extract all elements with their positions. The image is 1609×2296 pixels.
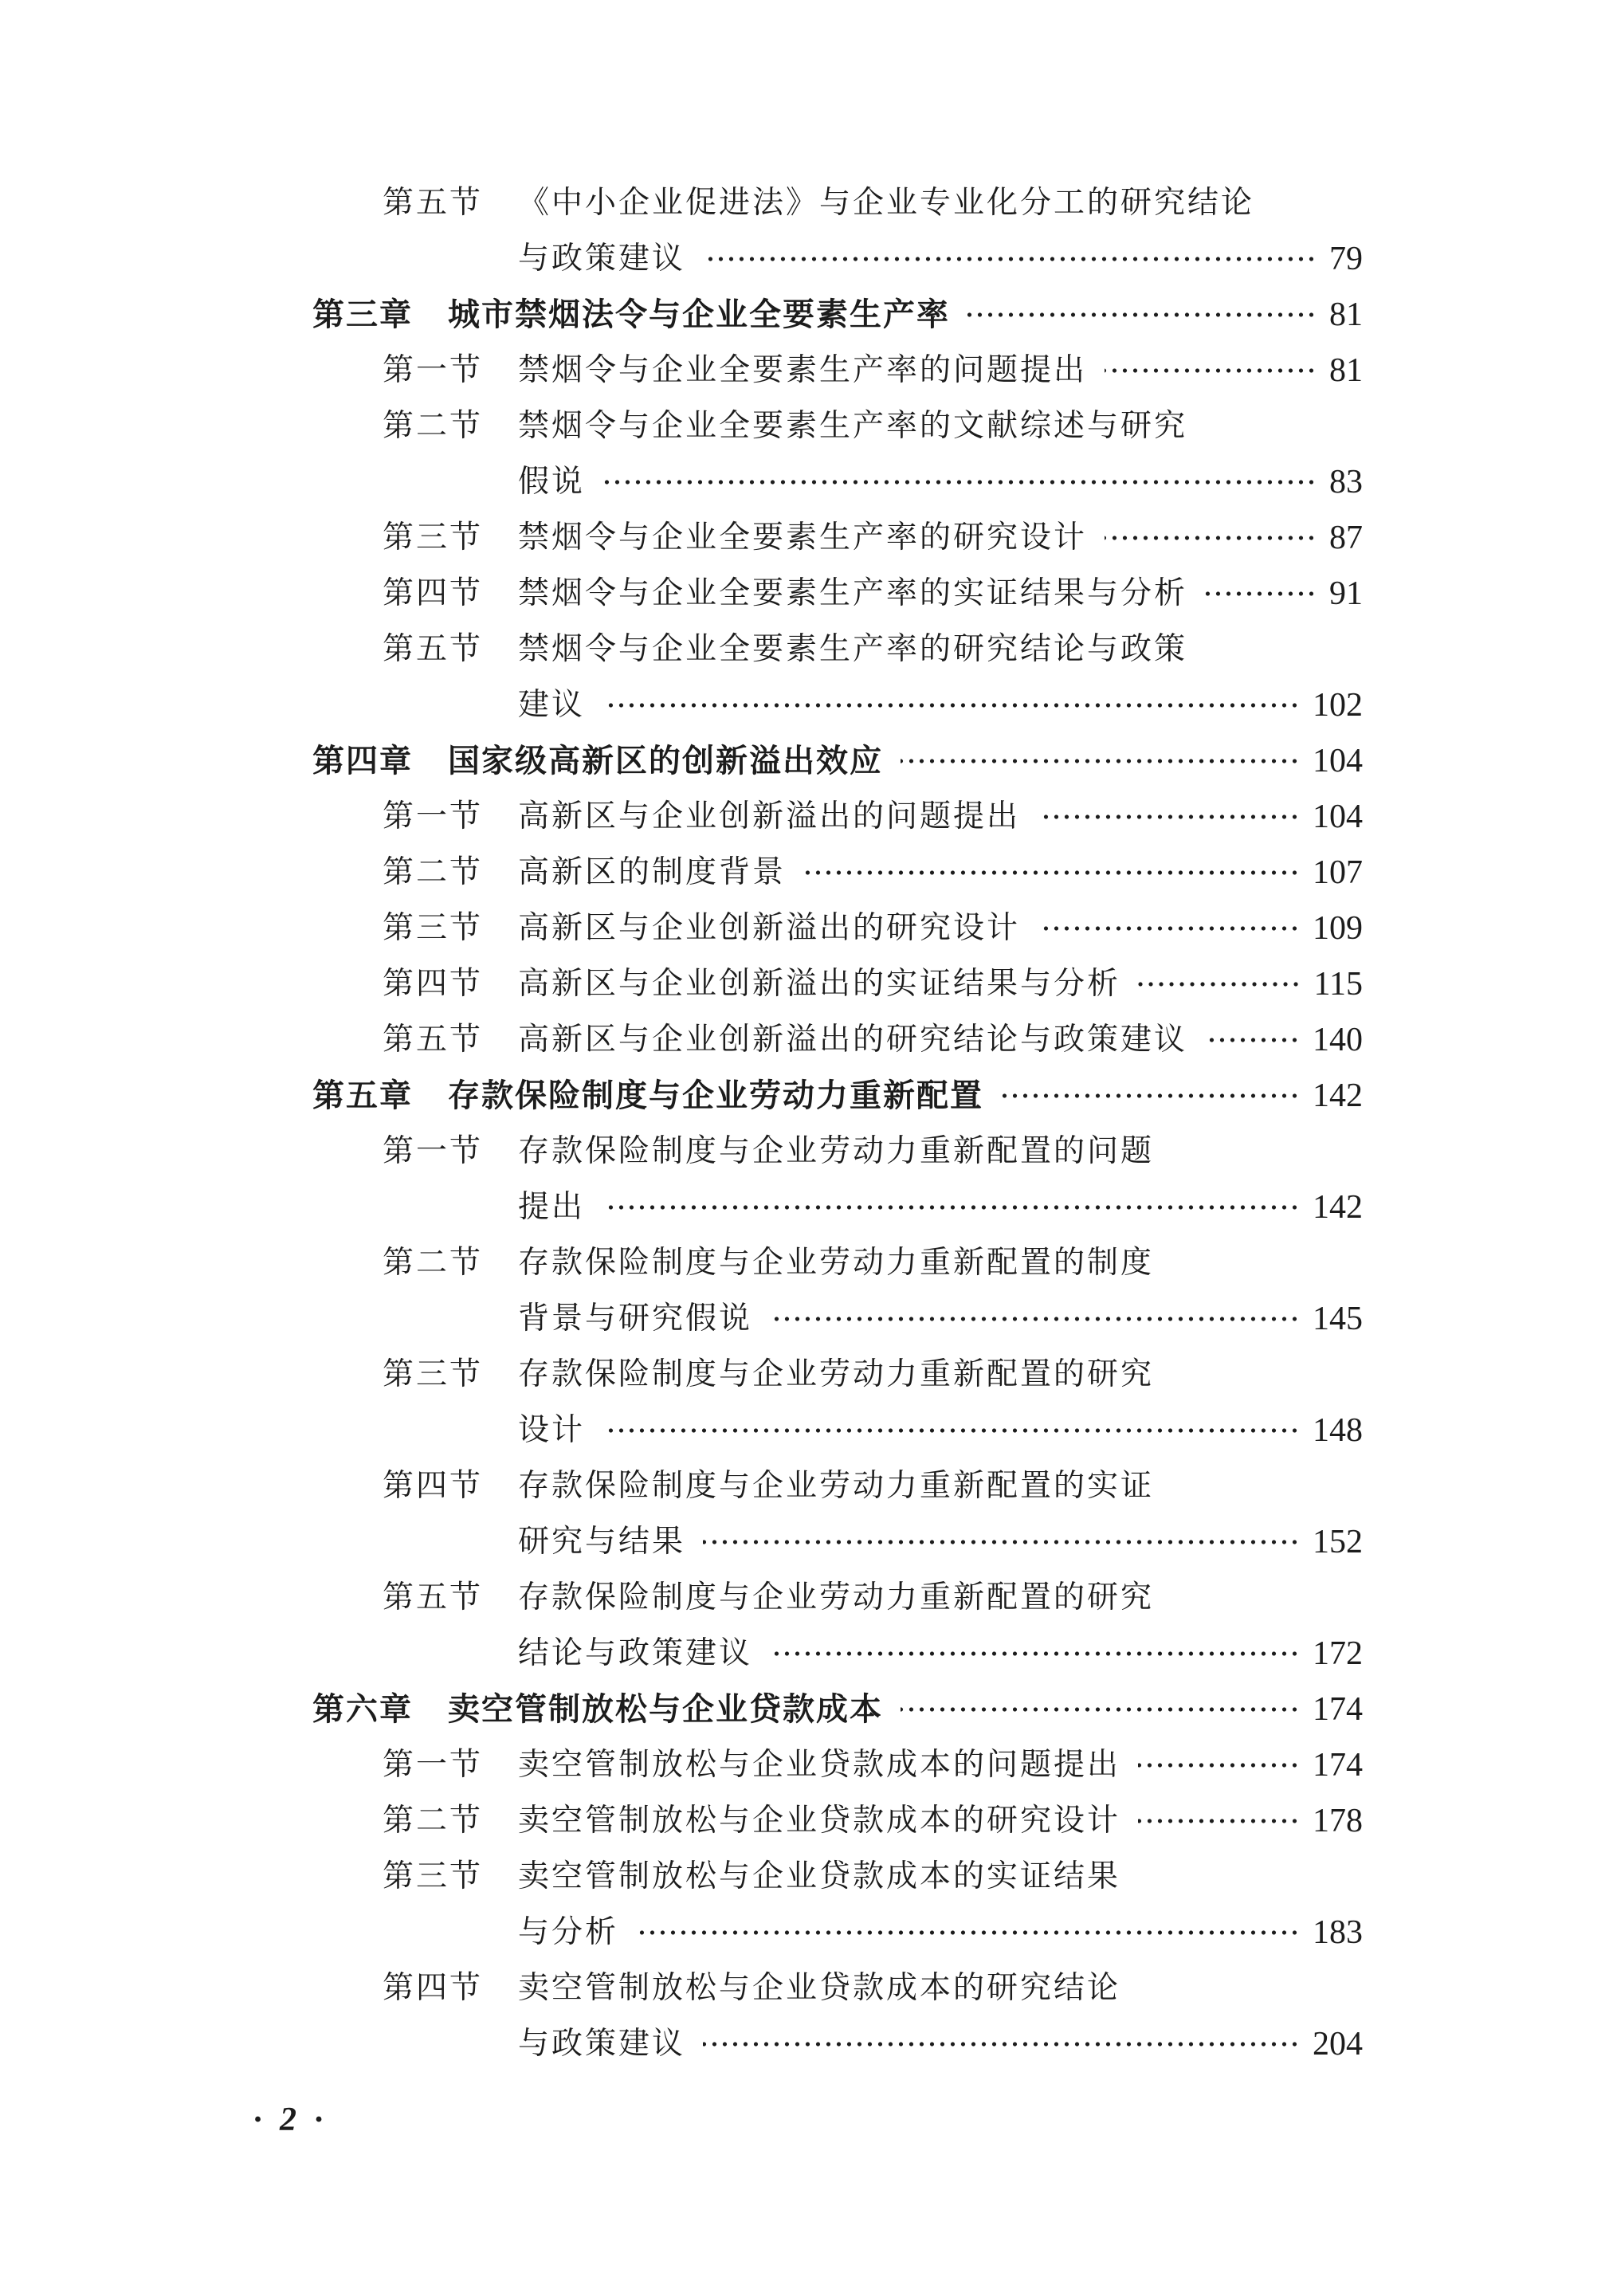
toc-entry-continuation-text: 结论与政策建议 — [518, 1635, 753, 1671]
toc-entry-title: 存款保险制度与企业劳动力重新配置的研究 — [518, 1580, 1155, 1615]
toc-entry-title: 禁烟令与企业全要素生产率的研究设计 — [518, 520, 1088, 555]
toc-entry-continuation-text: 研究与结果 — [518, 1524, 686, 1560]
toc-entry-title: 高新区与企业创新溢出的研究设计 — [518, 910, 1021, 946]
toc-entry-page: 183 — [1313, 1914, 1363, 1951]
toc-entry-line — [383, 343, 1363, 398]
toc-entry-label: 第一节 — [383, 352, 484, 388]
toc-chapter-line — [312, 1682, 1363, 1737]
toc-entry-title: 禁烟令与企业全要素生产率的研究结论与政策 — [518, 631, 1188, 667]
toc-entry-label: 第四节 — [383, 1970, 484, 2006]
dot-leader — [803, 845, 1300, 901]
dot-leader — [703, 231, 1317, 287]
toc-entry-label: 第四节 — [383, 575, 484, 611]
toc-entry-page: 87 — [1329, 520, 1363, 556]
toc-entry-page: 142 — [1313, 1189, 1363, 1226]
toc-entry-label: 第五节 — [383, 631, 484, 667]
toc-entry-title-line — [383, 1849, 1363, 1905]
toc-entry-label: 第四节 — [383, 966, 484, 1002]
toc-entry-continuation-text: 假说 — [518, 464, 586, 500]
toc-entry-continuation-line — [518, 1514, 1363, 1570]
toc-entry — [383, 845, 1363, 901]
toc-entry-continuation — [518, 1291, 1363, 1347]
toc-entry — [383, 1347, 1363, 1403]
toc-entry — [383, 398, 1363, 454]
toc-entry-continuation-text: 提出 — [518, 1189, 586, 1225]
toc-entry-page: 174 — [1313, 1747, 1363, 1784]
toc-entry — [383, 1849, 1363, 1905]
dot-leader — [1138, 1793, 1300, 1849]
dot-leader — [967, 287, 1317, 343]
toc-chapter-title: 国家级高新区的创新溢出效应 — [448, 743, 883, 779]
toc-entry-continuation — [518, 1626, 1363, 1682]
toc-entry-page: 81 — [1329, 352, 1363, 389]
toc-entry-label: 第一节 — [383, 1133, 484, 1169]
toc-entry-continuation — [518, 1179, 1363, 1235]
toc-chapter — [312, 287, 1363, 343]
toc-entry-continuation-text: 与分析 — [518, 1914, 619, 1950]
toc-entry — [383, 956, 1363, 1012]
toc-entry-continuation — [518, 677, 1363, 733]
toc-entry-label: 第一节 — [383, 1747, 484, 1783]
toc-entry-label: 第五节 — [383, 185, 484, 221]
toc-entry-label: 第二节 — [383, 1245, 484, 1281]
toc-chapter-title: 存款保险制度与企业劳动力重新配置 — [448, 1077, 983, 1114]
dot-leader — [602, 677, 1300, 733]
toc-entry-title-line — [383, 1347, 1363, 1403]
toc-entry-page: 172 — [1313, 1635, 1363, 1672]
toc-entry — [383, 1570, 1363, 1626]
toc-entry — [383, 510, 1363, 566]
dot-leader — [1038, 789, 1300, 845]
toc-entry-title: 存款保险制度与企业劳动力重新配置的问题 — [518, 1133, 1155, 1169]
toc-entry-page: 109 — [1313, 910, 1363, 947]
toc-entry-title: 《中小企业促进法》与企业专业化分工的研究结论 — [518, 185, 1255, 221]
toc-entry-page: 104 — [1313, 799, 1363, 835]
toc-entry-title: 禁烟令与企业全要素生产率的文献综述与研究 — [518, 408, 1188, 444]
toc-entry-line — [383, 1793, 1363, 1849]
toc-entry-line — [383, 566, 1363, 622]
toc-chapter-title: 卖空管制放松与企业贷款成本 — [448, 1691, 883, 1728]
toc-entry-page: 204 — [1313, 2026, 1363, 2062]
toc-entry — [383, 901, 1363, 956]
toc-entry-page: 83 — [1329, 464, 1363, 500]
toc-entry-title: 卖空管制放松与企业贷款成本的问题提出 — [518, 1747, 1121, 1783]
toc-entry-title: 卖空管制放松与企业贷款成本的研究设计 — [518, 1803, 1121, 1839]
toc-entry-continuation-line — [518, 1179, 1363, 1235]
toc-entry-continuation — [518, 1403, 1363, 1458]
toc-entry-label: 第三节 — [383, 910, 484, 946]
toc-entry-title-line — [383, 1960, 1363, 2016]
toc-entry-line — [383, 845, 1363, 901]
toc-entry-line — [383, 1737, 1363, 1793]
toc-chapter-page: 81 — [1329, 296, 1363, 333]
toc-entry-continuation-text: 与政策建议 — [518, 2026, 686, 2062]
toc-entry — [383, 1235, 1363, 1291]
dot-leader — [1205, 1012, 1300, 1068]
toc-entry-title: 高新区与企业创新溢出的研究结论与政策建议 — [518, 1022, 1188, 1058]
toc-chapter-title: 城市禁烟法令与企业全要素生产率 — [448, 296, 950, 333]
toc-entry — [383, 1793, 1363, 1849]
dot-leader — [602, 1179, 1300, 1235]
toc-entry-title-line — [383, 175, 1363, 231]
dot-leader — [1038, 901, 1300, 956]
dot-leader — [703, 1514, 1300, 1570]
toc-entry-label: 第二节 — [383, 1803, 484, 1839]
toc-entry-continuation — [518, 1514, 1363, 1570]
toc-entry — [383, 1124, 1363, 1179]
toc-chapter-page: 142 — [1313, 1077, 1363, 1114]
toc-entry-label: 第二节 — [383, 408, 484, 444]
toc-entry-title: 高新区与企业创新溢出的问题提出 — [518, 799, 1021, 834]
toc-entry-page: 107 — [1313, 854, 1363, 891]
toc-entry-line — [383, 956, 1363, 1012]
toc-chapter-page: 104 — [1313, 743, 1363, 779]
dot-leader — [1138, 956, 1301, 1012]
toc-entry-title: 存款保险制度与企业劳动力重新配置的实证 — [518, 1468, 1155, 1504]
dot-leader — [901, 733, 1300, 789]
toc-entry-continuation-line — [518, 1403, 1363, 1458]
toc-entry-label: 第五节 — [383, 1022, 484, 1058]
toc-entry-continuation-text: 背景与研究假说 — [518, 1301, 753, 1336]
toc-entry-page: 148 — [1313, 1412, 1363, 1449]
toc-entry-title: 存款保险制度与企业劳动力重新配置的制度 — [518, 1245, 1155, 1281]
toc-entry — [383, 1737, 1363, 1793]
toc-entry-label: 第三节 — [383, 1356, 484, 1392]
toc-entry — [383, 789, 1363, 845]
toc-entry-label: 第四节 — [383, 1468, 484, 1504]
toc-chapter-label: 第六章 — [312, 1691, 413, 1728]
toc-entry-title-line — [383, 398, 1363, 454]
toc-entry-title: 禁烟令与企业全要素生产率的问题提出 — [518, 352, 1088, 388]
toc-entry-title: 存款保险制度与企业劳动力重新配置的研究 — [518, 1356, 1155, 1392]
dot-leader — [770, 1626, 1300, 1682]
toc-entry-continuation-text: 与政策建议 — [518, 241, 686, 277]
toc-chapter-label: 第五章 — [312, 1077, 413, 1114]
toc-entry-title: 禁烟令与企业全要素生产率的实证结果与分析 — [518, 575, 1188, 611]
toc-entry-continuation-line — [518, 677, 1363, 733]
toc-entry-page: 115 — [1313, 966, 1363, 1003]
toc-entry-page: 145 — [1313, 1301, 1363, 1337]
toc-chapter — [312, 1682, 1363, 1737]
toc-chapter-page: 174 — [1313, 1691, 1363, 1728]
toc-entry-title: 高新区与企业创新溢出的实证结果与分析 — [518, 966, 1121, 1002]
toc-entry-continuation — [518, 1905, 1363, 1960]
toc-entry-continuation-line — [518, 1291, 1363, 1347]
toc-chapter — [312, 733, 1363, 789]
toc-entry — [383, 622, 1363, 677]
toc-chapter-line — [312, 287, 1363, 343]
toc-entry-title-line — [383, 622, 1363, 677]
toc-entry-title: 卖空管制放松与企业贷款成本的实证结果 — [518, 1858, 1121, 1894]
dot-leader — [636, 1905, 1300, 1960]
toc-entry-label: 第三节 — [383, 1858, 484, 1894]
dot-leader — [1105, 343, 1317, 398]
toc-chapter-line — [312, 1068, 1363, 1124]
dot-leader — [1138, 1737, 1300, 1793]
toc-entry-page: 79 — [1329, 241, 1363, 277]
toc-entry-line — [383, 1012, 1363, 1068]
page-number: · 2 · — [253, 2102, 328, 2138]
dot-leader — [602, 454, 1317, 510]
toc-entry-page: 140 — [1313, 1022, 1363, 1058]
toc-entry-continuation-line — [518, 1626, 1363, 1682]
toc-entry-label: 第二节 — [383, 854, 484, 890]
toc-chapter-label: 第四章 — [312, 743, 413, 779]
toc-chapter-line — [312, 733, 1363, 789]
toc-entry-continuation — [518, 2016, 1363, 2072]
dot-leader — [602, 1403, 1300, 1458]
toc-entry-label: 第一节 — [383, 799, 484, 834]
toc-entry-page: 102 — [1313, 687, 1363, 724]
toc-entry — [383, 1012, 1363, 1068]
toc-chapter-label: 第三章 — [312, 296, 413, 333]
toc-entry-page: 91 — [1329, 575, 1363, 612]
dot-leader — [1105, 510, 1317, 566]
toc-entry — [383, 1458, 1363, 1514]
toc-entry-continuation — [518, 231, 1363, 287]
dot-leader — [770, 1291, 1300, 1347]
toc-entry-label: 第三节 — [383, 520, 484, 555]
toc-entry — [383, 175, 1363, 231]
toc-entry-title-line — [383, 1570, 1363, 1626]
toc-entry — [383, 343, 1363, 398]
dot-leader — [1001, 1068, 1300, 1124]
toc-entry-continuation-text: 设计 — [518, 1412, 586, 1448]
toc-entry-title: 卖空管制放松与企业贷款成本的研究结论 — [518, 1970, 1121, 2006]
dot-leader — [901, 1682, 1300, 1737]
toc-entry-title-line — [383, 1458, 1363, 1514]
toc-entry — [383, 566, 1363, 622]
toc-entry-line — [383, 510, 1363, 566]
toc-entry — [383, 1960, 1363, 2016]
toc-entry-continuation-line — [518, 454, 1363, 510]
toc-entry-continuation — [518, 454, 1363, 510]
toc-entry-line — [383, 901, 1363, 956]
toc-entry-title-line — [383, 1235, 1363, 1291]
toc-entry-continuation-text: 建议 — [518, 687, 586, 723]
toc-entry-title: 高新区的制度背景 — [518, 854, 787, 890]
toc-entry-continuation-line — [518, 231, 1363, 287]
toc-chapter — [312, 1068, 1363, 1124]
toc-entry-page: 178 — [1313, 1803, 1363, 1839]
dot-leader — [1205, 566, 1317, 622]
toc-entry-continuation-line — [518, 2016, 1363, 2072]
toc-entry-title-line — [383, 1124, 1363, 1179]
toc-entry-line — [383, 789, 1363, 845]
toc-entry-page: 152 — [1313, 1524, 1363, 1560]
toc-entry-continuation-line — [518, 1905, 1363, 1960]
toc-entry-label: 第五节 — [383, 1580, 484, 1615]
dot-leader — [703, 2016, 1300, 2072]
